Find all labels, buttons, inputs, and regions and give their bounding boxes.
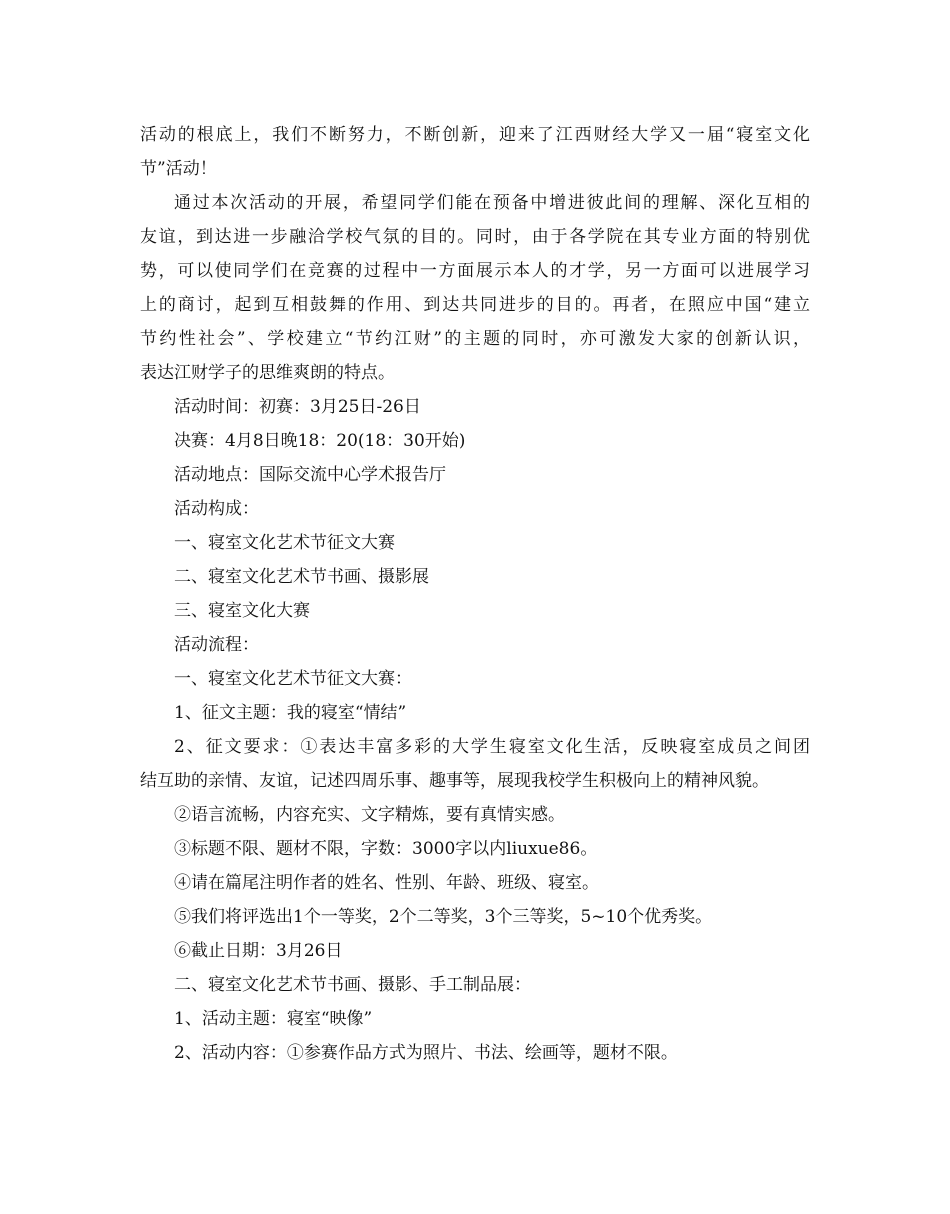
list-item: ③标题不限、题材不限，字数：3000字以内liuxue86。 bbox=[174, 839, 598, 859]
paragraph-line: 表达江财学子的思维爽朗的特点。 bbox=[140, 363, 395, 383]
list-item: 1、征文主题：我的寝室“情结” bbox=[174, 703, 407, 723]
list-item: 一、寝室文化艺术节征文大赛 bbox=[174, 533, 395, 553]
list-item: 2、征文要求：①表达丰富多彩的大学生寝室文化生活，反映寝室成员之间团 bbox=[174, 737, 810, 757]
activity-time: 活动时间：初赛：3月25日-26日 bbox=[174, 397, 421, 417]
paragraph-line: 通过本次活动的开展，希望同学们能在预备中增进彼此间的理解、深化互相的 bbox=[174, 193, 810, 213]
paragraph-line: 节”活动！ bbox=[140, 159, 217, 179]
section-heading: 活动构成： bbox=[174, 499, 259, 519]
list-item: ⑥截止日期：3月26日 bbox=[174, 941, 343, 961]
list-item: 2、活动内容：①参赛作品方式为照片、书法、绘画等，题材不限。 bbox=[174, 1043, 678, 1063]
list-item: ②语言流畅，内容充实、文字精炼，要有真情实感。 bbox=[174, 805, 565, 825]
paragraph-line: 势，可以使同学们在竞赛的过程中一方面展示本人的才学，另一方面可以进展学习 bbox=[140, 261, 810, 281]
list-item: 三、寝室文化大赛 bbox=[174, 601, 310, 621]
paragraph-line: 节约性社会”、学校建立“节约江财”的主题的同时，亦可激发大家的创新认识， bbox=[140, 329, 810, 349]
paragraph-line: 活动的根底上，我们不断努力，不断创新，迎来了江西财经大学又一届“寝室文化 bbox=[140, 125, 810, 145]
list-item: 二、寝室文化艺术节书画、摄影展 bbox=[174, 567, 429, 587]
list-item: ④请在篇尾注明作者的姓名、性别、年龄、班级、寝室。 bbox=[174, 873, 599, 893]
list-item: 二、寝室文化艺术节书画、摄影、手工制品展： bbox=[174, 975, 531, 995]
paragraph-line: 友谊，到达进一步融洽学校气氛的目的。同时，由于各学院在其专业方面的特别优 bbox=[140, 227, 810, 247]
paragraph-line: 结互助的亲情、友谊，记述四周乐事、趣事等，展现我校学生积极向上的精神风貌。 bbox=[140, 771, 769, 791]
list-item: ⑤我们将评选出1个一等奖，2个二等奖，3个三等奖，5~10个优秀奖。 bbox=[174, 907, 713, 927]
list-item: 1、活动主题：寝室“映像” bbox=[174, 1009, 373, 1029]
section-heading: 活动流程： bbox=[174, 635, 259, 655]
paragraph-line: 上的商讨，起到互相鼓舞的作用、到达共同进步的目的。再者，在照应中国“建立 bbox=[140, 295, 810, 315]
document-body bbox=[140, 118, 810, 1070]
activity-location: 活动地点：国际交流中心学术报告厅 bbox=[174, 465, 446, 485]
list-item: 一、寝室文化艺术节征文大赛： bbox=[174, 669, 412, 689]
final-time: 决赛：4月8日晚18：20(18：30开始) bbox=[174, 431, 466, 451]
